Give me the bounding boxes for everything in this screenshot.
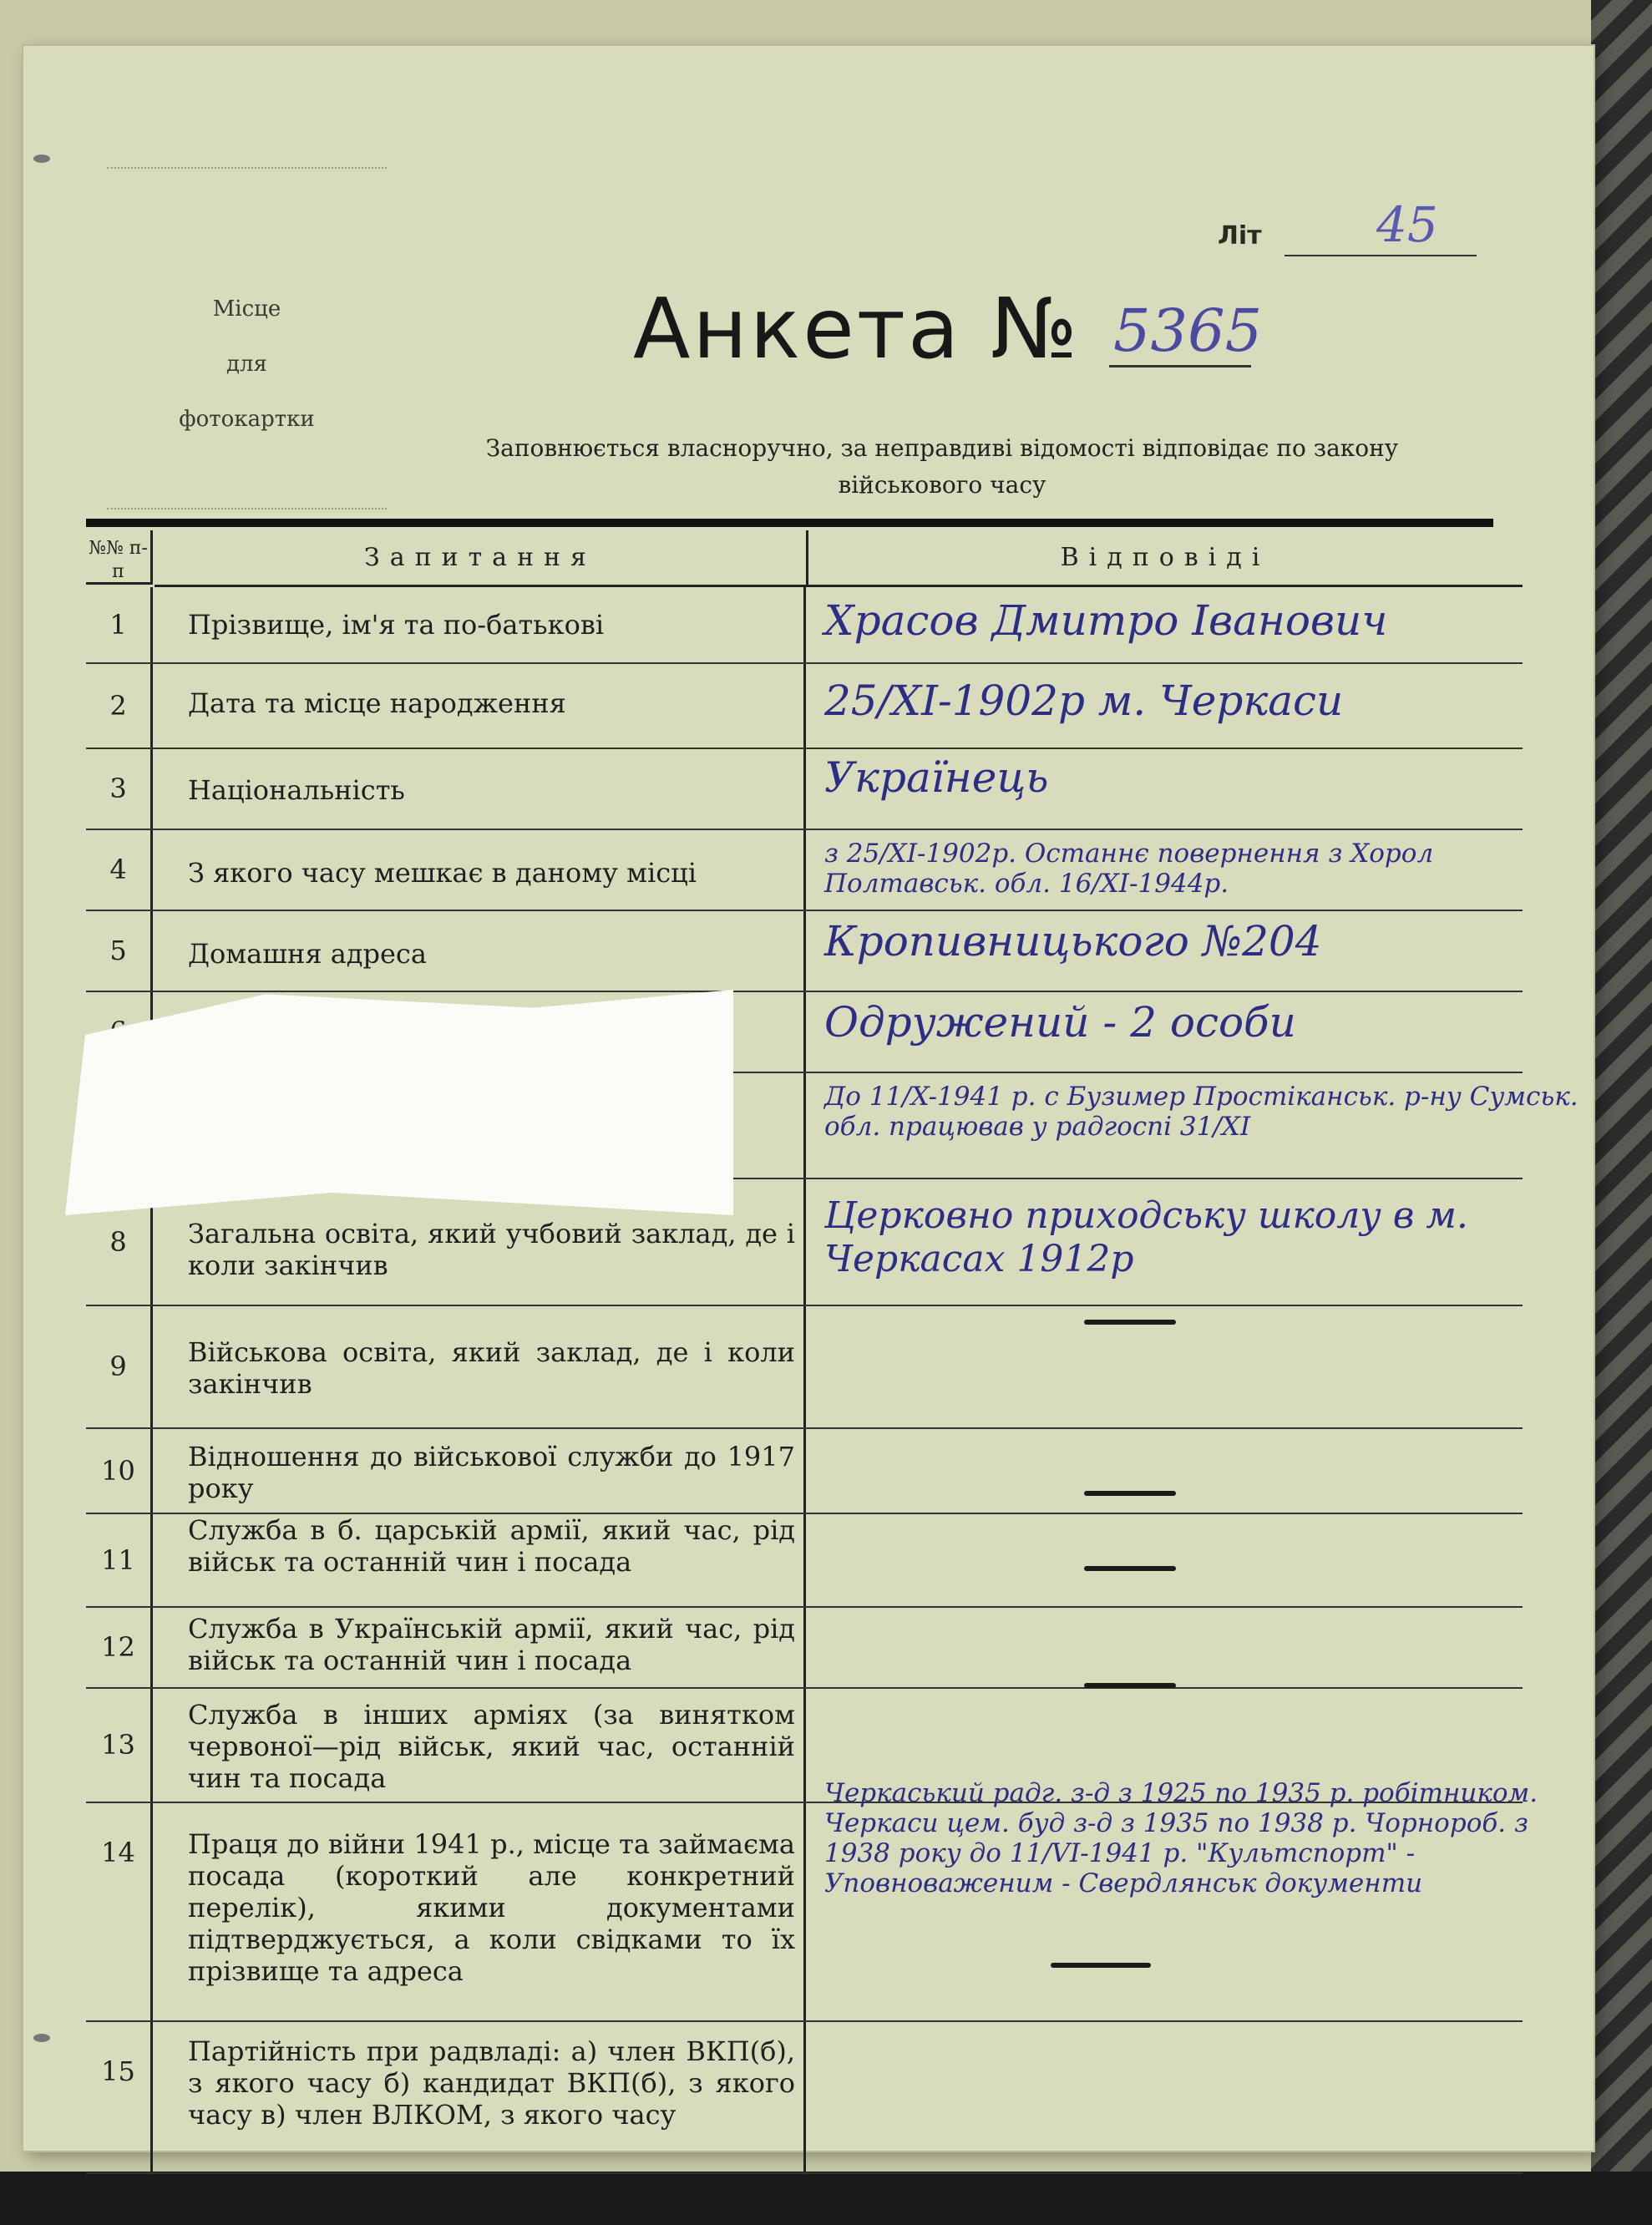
form-number: 5365 xyxy=(1109,296,1251,367)
torn-paper-patch xyxy=(65,990,733,1215)
empty-answer-dash xyxy=(1051,1963,1151,1968)
row-number: 9 xyxy=(86,1306,153,1427)
row-answer xyxy=(808,1608,1523,1687)
table-row xyxy=(86,749,1523,830)
col-header-number: №№ п-п xyxy=(86,530,153,585)
row-question: Служба в б. царській армії, який час, рід військ та останній чин і посада xyxy=(155,1514,806,1606)
subtitle-line: військового часу xyxy=(838,471,1046,499)
row-question: Національність xyxy=(155,749,806,829)
photo-label-line: фотокартки xyxy=(179,407,315,432)
form-title: Анкета № xyxy=(633,280,1081,378)
table-row xyxy=(86,1429,1523,1514)
questionnaire-page xyxy=(23,46,1594,2151)
row-question: Партійність при радвладі: а) член ВКП(б), з якого часу б) кандидат ВКП(б), з якого часу в) член ВЛКОМ, з якого часу xyxy=(155,2022,806,2172)
table-row xyxy=(86,830,1523,911)
row-question: Праця до війни 1941 р., місце та займаєма посада (короткий але конкретний перелік), якими документами підтверджується, а коли свідками то їх прізвище та адреса xyxy=(155,1803,806,2020)
row-number: 15 xyxy=(86,2022,153,2172)
photo-label-line: для xyxy=(226,352,267,377)
stitch-hole xyxy=(33,155,50,163)
row-answer xyxy=(808,2022,1523,2172)
col-header-answer: Відповіді xyxy=(808,530,1523,587)
lit-label: Літ xyxy=(1218,221,1262,251)
row-number: 14 xyxy=(86,1803,153,2020)
row-answer: Одружений - 2 особи xyxy=(824,998,1296,1047)
row-number: 5 xyxy=(86,911,153,991)
row-number: 4 xyxy=(86,830,153,910)
row-answer: Храсов Дмитро Іванович xyxy=(824,596,1388,645)
row-answer xyxy=(808,1514,1523,1606)
row-question: Загальна освіта, який учбовий заклад, де і коли закінчив xyxy=(155,1179,806,1305)
table-row xyxy=(86,1514,1523,1608)
table-row xyxy=(86,1778,1538,2022)
table-row xyxy=(86,587,1523,664)
row-question: Прізвище, ім'я та по-батькові xyxy=(155,587,806,662)
header-rule xyxy=(86,519,1493,527)
table-row xyxy=(86,1179,1523,1306)
row-number: 12 xyxy=(86,1608,153,1687)
row-answer xyxy=(808,1429,1523,1513)
empty-answer-dash xyxy=(1084,1566,1176,1571)
row-answer: Церковно приходську школу в м. Черкасах 1912р xyxy=(824,1194,1468,1280)
binder-edge xyxy=(1591,0,1652,2172)
row-number: 2 xyxy=(86,664,153,748)
row-number: 13 xyxy=(86,1689,153,1802)
lit-value: 45 xyxy=(1376,196,1438,253)
row-answer: 25/XI-1902р м. Черкаси xyxy=(824,677,1344,725)
stitch-hole xyxy=(33,2034,50,2042)
empty-answer-dash xyxy=(1084,1320,1176,1325)
table-row xyxy=(86,2022,1523,2174)
subtitle-line: Заповнюється власноручно, за неправдиві відомості відповідає по закону xyxy=(485,434,1399,462)
row-question: Служба в Українській армії, який час, рід військ та останній чин і посада xyxy=(155,1608,806,1687)
row-question: Військова освіта, який заклад, де і коли закінчив xyxy=(155,1306,806,1427)
table-row xyxy=(86,911,1523,992)
row-number: 10 xyxy=(86,1429,153,1513)
row-answer: Українець xyxy=(824,753,1049,802)
row-question: Відношення до військової служби до 1917 року xyxy=(155,1429,806,1513)
photo-placeholder xyxy=(107,167,387,509)
table-row xyxy=(86,1306,1523,1429)
row-question: Домашня адреса xyxy=(155,911,806,991)
row-number: 8 xyxy=(86,1179,153,1305)
row-answer: з 25/XI-1902р. Останнє повернення з Хорол Полтавськ. обл. 16/XI-1944р. xyxy=(824,839,1434,899)
row-answer: Кропивницького №204 xyxy=(824,917,1322,966)
lit-underline xyxy=(1285,255,1477,256)
row-answer: Черкаський радг. з-д з 1925 по 1935 р. робітником. Черкаси цем. буд з-д з 1935 по 1938 р. Чорнороб. з 1938 року до 11/VI-1941 р. "Культспорт" - Уповноваженим - Свердлянськ документи xyxy=(824,1778,1538,1898)
empty-answer-dash xyxy=(1084,1683,1176,1688)
row-question: З якого часу мешкає в даному місці xyxy=(155,830,806,910)
form-subtitle xyxy=(408,430,1477,504)
row-answer: До 11/X-1941 р. с Бузимер Простіканськ. р-ну Сумськ. обл. працював у радгоспі 31/XI xyxy=(824,1082,1579,1142)
empty-answer-dash xyxy=(1084,1491,1176,1496)
row-number: 3 xyxy=(86,749,153,829)
row-number: 11 xyxy=(86,1514,153,1606)
row-question: Дата та місце народження xyxy=(155,664,806,748)
table-row xyxy=(86,664,1523,749)
table-row xyxy=(86,1608,1523,1689)
photo-label-line: Місце xyxy=(212,296,281,322)
row-number: 1 xyxy=(86,587,153,662)
col-header-question: Запитання xyxy=(155,530,808,587)
row-question: Служба в інших арміях (за винятком червоної—рід військ, який час, останній чин та посада xyxy=(155,1689,806,1802)
